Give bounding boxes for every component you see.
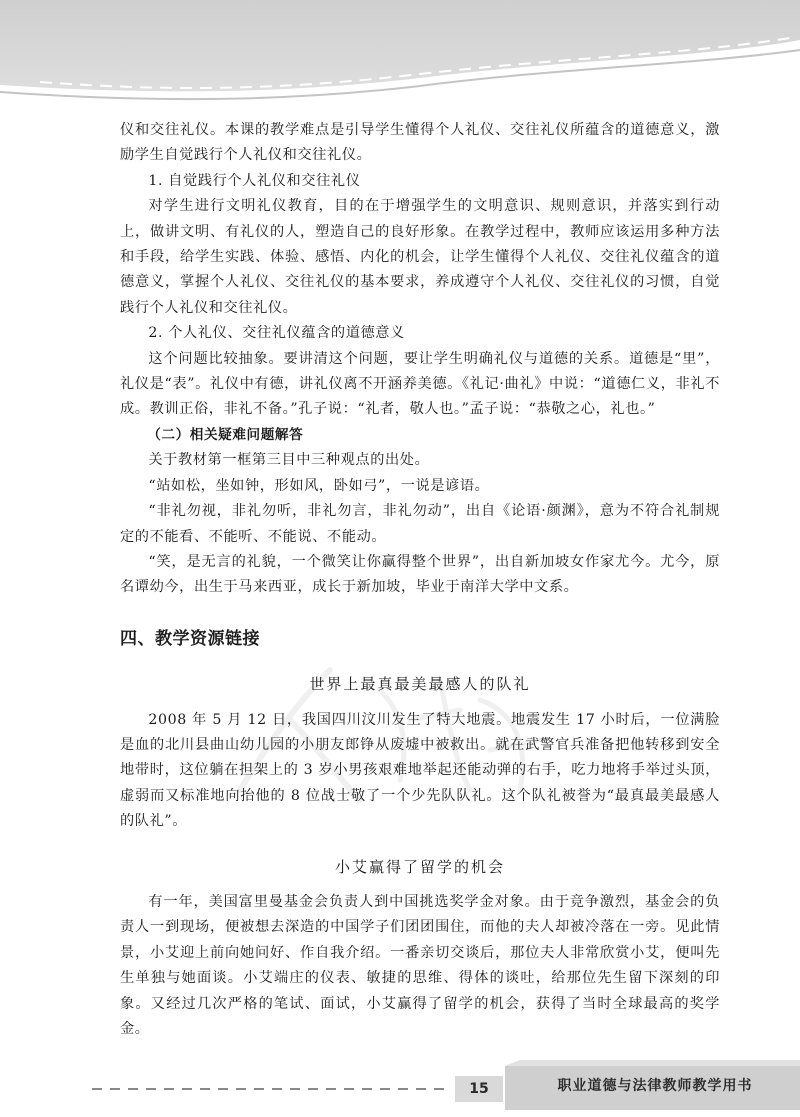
related-paragraph-4: “笑，是无言的礼貌，一个微笑让你赢得整个世界”，出自新加坡女作家尤今。尤今，原名谭幼今，出生于马来西亚，成长于新加坡，毕业于南洋大学中文系。 [120,553,720,596]
page-number: 15 [469,1081,489,1097]
page-body [120,118,720,1042]
header-decoration [0,0,800,115]
article2-title: 小艾赢得了留学的机会 [334,857,505,876]
footer-dashed-line [92,1088,452,1090]
related-heading: （二）相关疑难问题解答 [147,426,304,443]
related-paragraph-3: “非礼勿视，非礼勿听，非礼勿言，非礼勿动”，出自《论语·颜渊》，意为不符合礼制规定的不能看、不能听、不能说、不能动。 [120,503,720,545]
point1-heading: 1. 自觉践行个人礼仪和交往礼仪 [148,172,361,189]
section-title: 四、教学资源链接 [120,628,260,649]
point1-body: 对学生进行文明礼仪教育，目的在于增强学生的文明意识、规则意识，并落实到行动上，做讲文明、有礼仪的人，塑造自己的良好形象。在教学过程中，教师应该运用多种方法和手段，给学生实践、体验、感悟、内化的机会，让学生懂得个人礼仪、交往礼仪蕴含的道德意义，掌握个人礼仪、交往礼仪的基本要求，养成遵守个人礼仪、交往礼仪的习惯，自觉践行个人礼仪和交往礼仪。 [120,198,720,316]
article1-body: 2008 年 5 月 12 日，我国四川汶川发生了特大地震。地震发生 17 小时后，一位满脸是血的北川县曲山幼儿园的小朋友郎铮从废墟中被救出。就在武警官兵准备把他转移到安全地带时，这位躺在担架上的 3 岁小男孩艰难地举起还能动弹的右手，吃力地将手举过头顶，虚弱而又标准地向抬他的 8 位战士敬了一个少先队队礼。这个队礼被誉为“最真最美最感人的队礼”。 [120,711,720,830]
related-paragraph-1: 关于教材第一框第三目中三种观点的出处。 [148,452,430,469]
article1-title: 世界上最真最美最感人的队礼 [309,675,531,694]
point2-body: 这个问题比较抽象。要讲清这个问题，要让学生明确礼仪与道德的关系。道德是“里”，礼仪是“表”。礼仪中有德，讲礼仪离不开涵养美德。《礼记·曲礼》中说：“道德仁义，非礼不成。教训正俗，非礼不备。”孔子说：“礼者，敬人也。”孟子说：“恭敬之心，礼也。” [120,350,720,418]
article2-body: 有一年，美国富里曼基金会负责人到中国挑选奖学金对象。由于竞争激烈，基金会的负责人一到现场，便被想去深造的中国学子们团团围住，而他的夫人却被冷落在一旁。见此情景，小艾迎上前向她问好、作自我介绍。一番亲切交谈后，那位夫人非常欣赏小艾，便叫先生单独与她面谈。小艾端庄的仪表、敏捷的思维、得体的谈吐，给那位先生留下深刻的印象。又经过几次严格的笔试、面试，小艾赢得了留学的机会，获得了当时全球最高的奖学金。 [120,893,720,1037]
point2-heading: 2. 个人礼仪、交往礼仪蕴含的道德意义 [148,325,405,342]
intro-paragraph: 仪和交往礼仪。本课的教学难点是引导学生懂得个人礼仪、交往礼仪所蕴含的道德意义，激励学生自觉践行个人礼仪和交往礼仪。 [120,122,720,164]
related-paragraph-2: “站如松，坐如钟，形如风，卧如弓”，一说是谚语。 [148,477,490,494]
book-title: 职业道德与法律教师教学用书 [557,1078,753,1094]
